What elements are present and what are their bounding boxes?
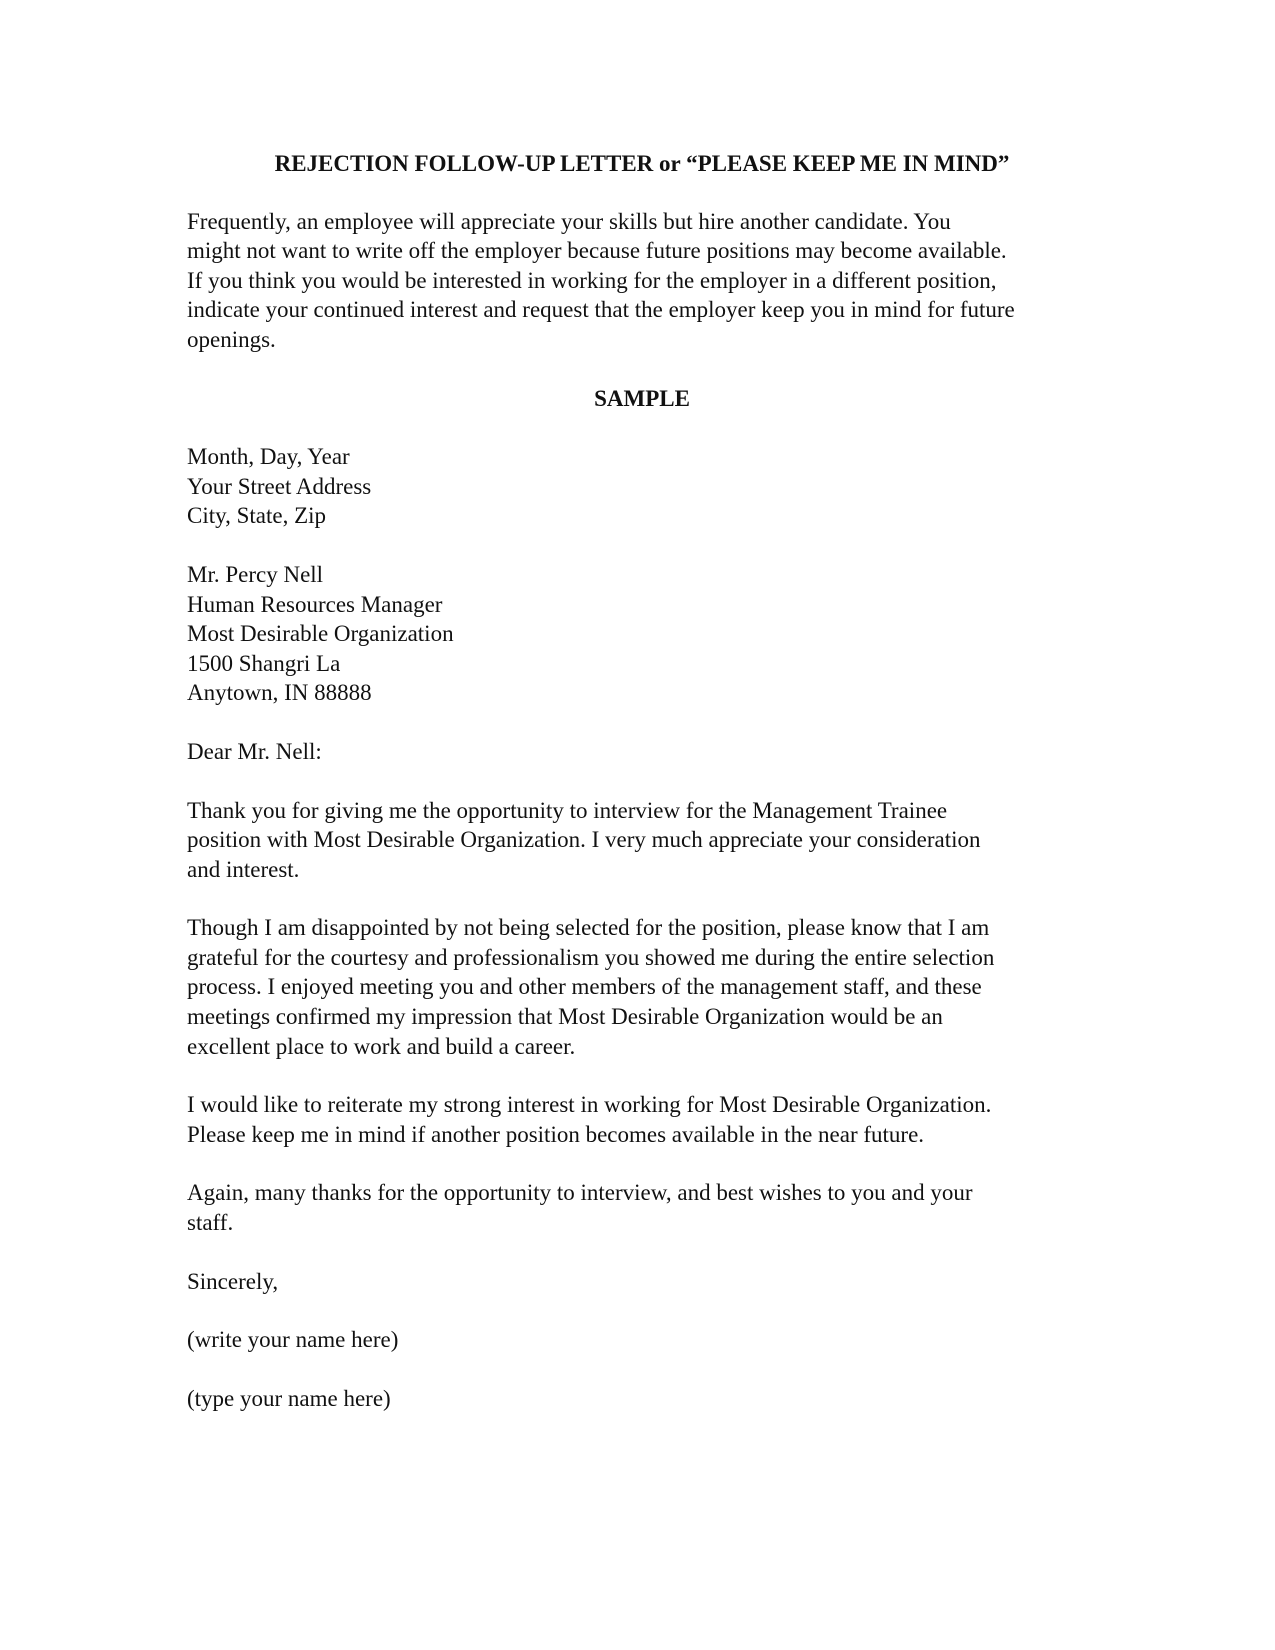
paragraph-line: grateful for the courtesy and professionalism you showed me during the entire selection: [187, 944, 995, 970]
closing: Sincerely,: [187, 1268, 279, 1294]
paragraph-line: Please keep me in mind if another position becomes available in the near future.: [187, 1121, 925, 1147]
paragraph-line: Again, many thanks for the opportunity to interview, and best wishes to you and your: [187, 1180, 973, 1206]
paragraph-line: excellent place to work and build a career.: [187, 1033, 576, 1059]
paragraph-line: I would like to reiterate my strong interest in working for Most Desirable Organization.: [187, 1092, 992, 1118]
letter-paragraph-4: [187, 1178, 1097, 1237]
paragraph-line: Though I am disappointed by not being selected for the position, please know that I am: [187, 915, 990, 941]
recipient-organization: Most Desirable Organization: [187, 621, 454, 647]
paragraph-line: meetings confirmed my impression that Most Desirable Organization would be an: [187, 1004, 943, 1030]
signature-placeholder: (write your name here): [187, 1327, 399, 1353]
letter-paragraph-2: [187, 913, 1097, 1061]
sender-city: City, State, Zip: [187, 503, 327, 529]
letter-paragraph-3: [187, 1090, 1097, 1149]
intro-line: indicate your continued interest and request that the employer keep you in mind for future: [187, 297, 1015, 323]
document-content: [187, 149, 1097, 1442]
paragraph-line: position with Most Desirable Organization. I very much appreciate your consideration: [187, 827, 981, 853]
recipient-street: 1500 Shangri La: [187, 650, 341, 676]
sample-heading: SAMPLE: [594, 385, 690, 411]
recipient-city: Anytown, IN 88888: [187, 680, 372, 706]
paragraph-line: and interest.: [187, 856, 300, 882]
letter-paragraph-1: [187, 796, 1097, 885]
recipient-name: Mr. Percy Nell: [187, 561, 324, 587]
intro-paragraph: [187, 207, 1097, 355]
page-title: REJECTION FOLLOW-UP LETTER or “PLEASE KEEP ME IN MIND”: [274, 151, 1010, 176]
sender-address: [187, 442, 1097, 531]
paragraph-line: staff.: [187, 1210, 234, 1236]
intro-line: If you think you would be interested in working for the employer in a different position,: [187, 267, 997, 293]
typed-name-placeholder: (type your name here): [187, 1385, 391, 1411]
sender-street: Your Street Address: [187, 473, 372, 499]
recipient-address: [187, 560, 1097, 708]
letter-date: Month, Day, Year: [187, 444, 350, 470]
intro-line: openings.: [187, 326, 276, 352]
recipient-title: Human Resources Manager: [187, 591, 443, 617]
salutation: Dear Mr. Nell:: [187, 738, 322, 764]
paragraph-line: process. I enjoyed meeting you and other members of the management staff, and these: [187, 974, 982, 1000]
paragraph-line: Thank you for giving me the opportunity to interview for the Management Trainee: [187, 797, 948, 823]
intro-line: Frequently, an employee will appreciate your skills but hire another candidate. You: [187, 208, 951, 234]
intro-line: might not want to write off the employer because future positions may become available.: [187, 238, 1007, 264]
